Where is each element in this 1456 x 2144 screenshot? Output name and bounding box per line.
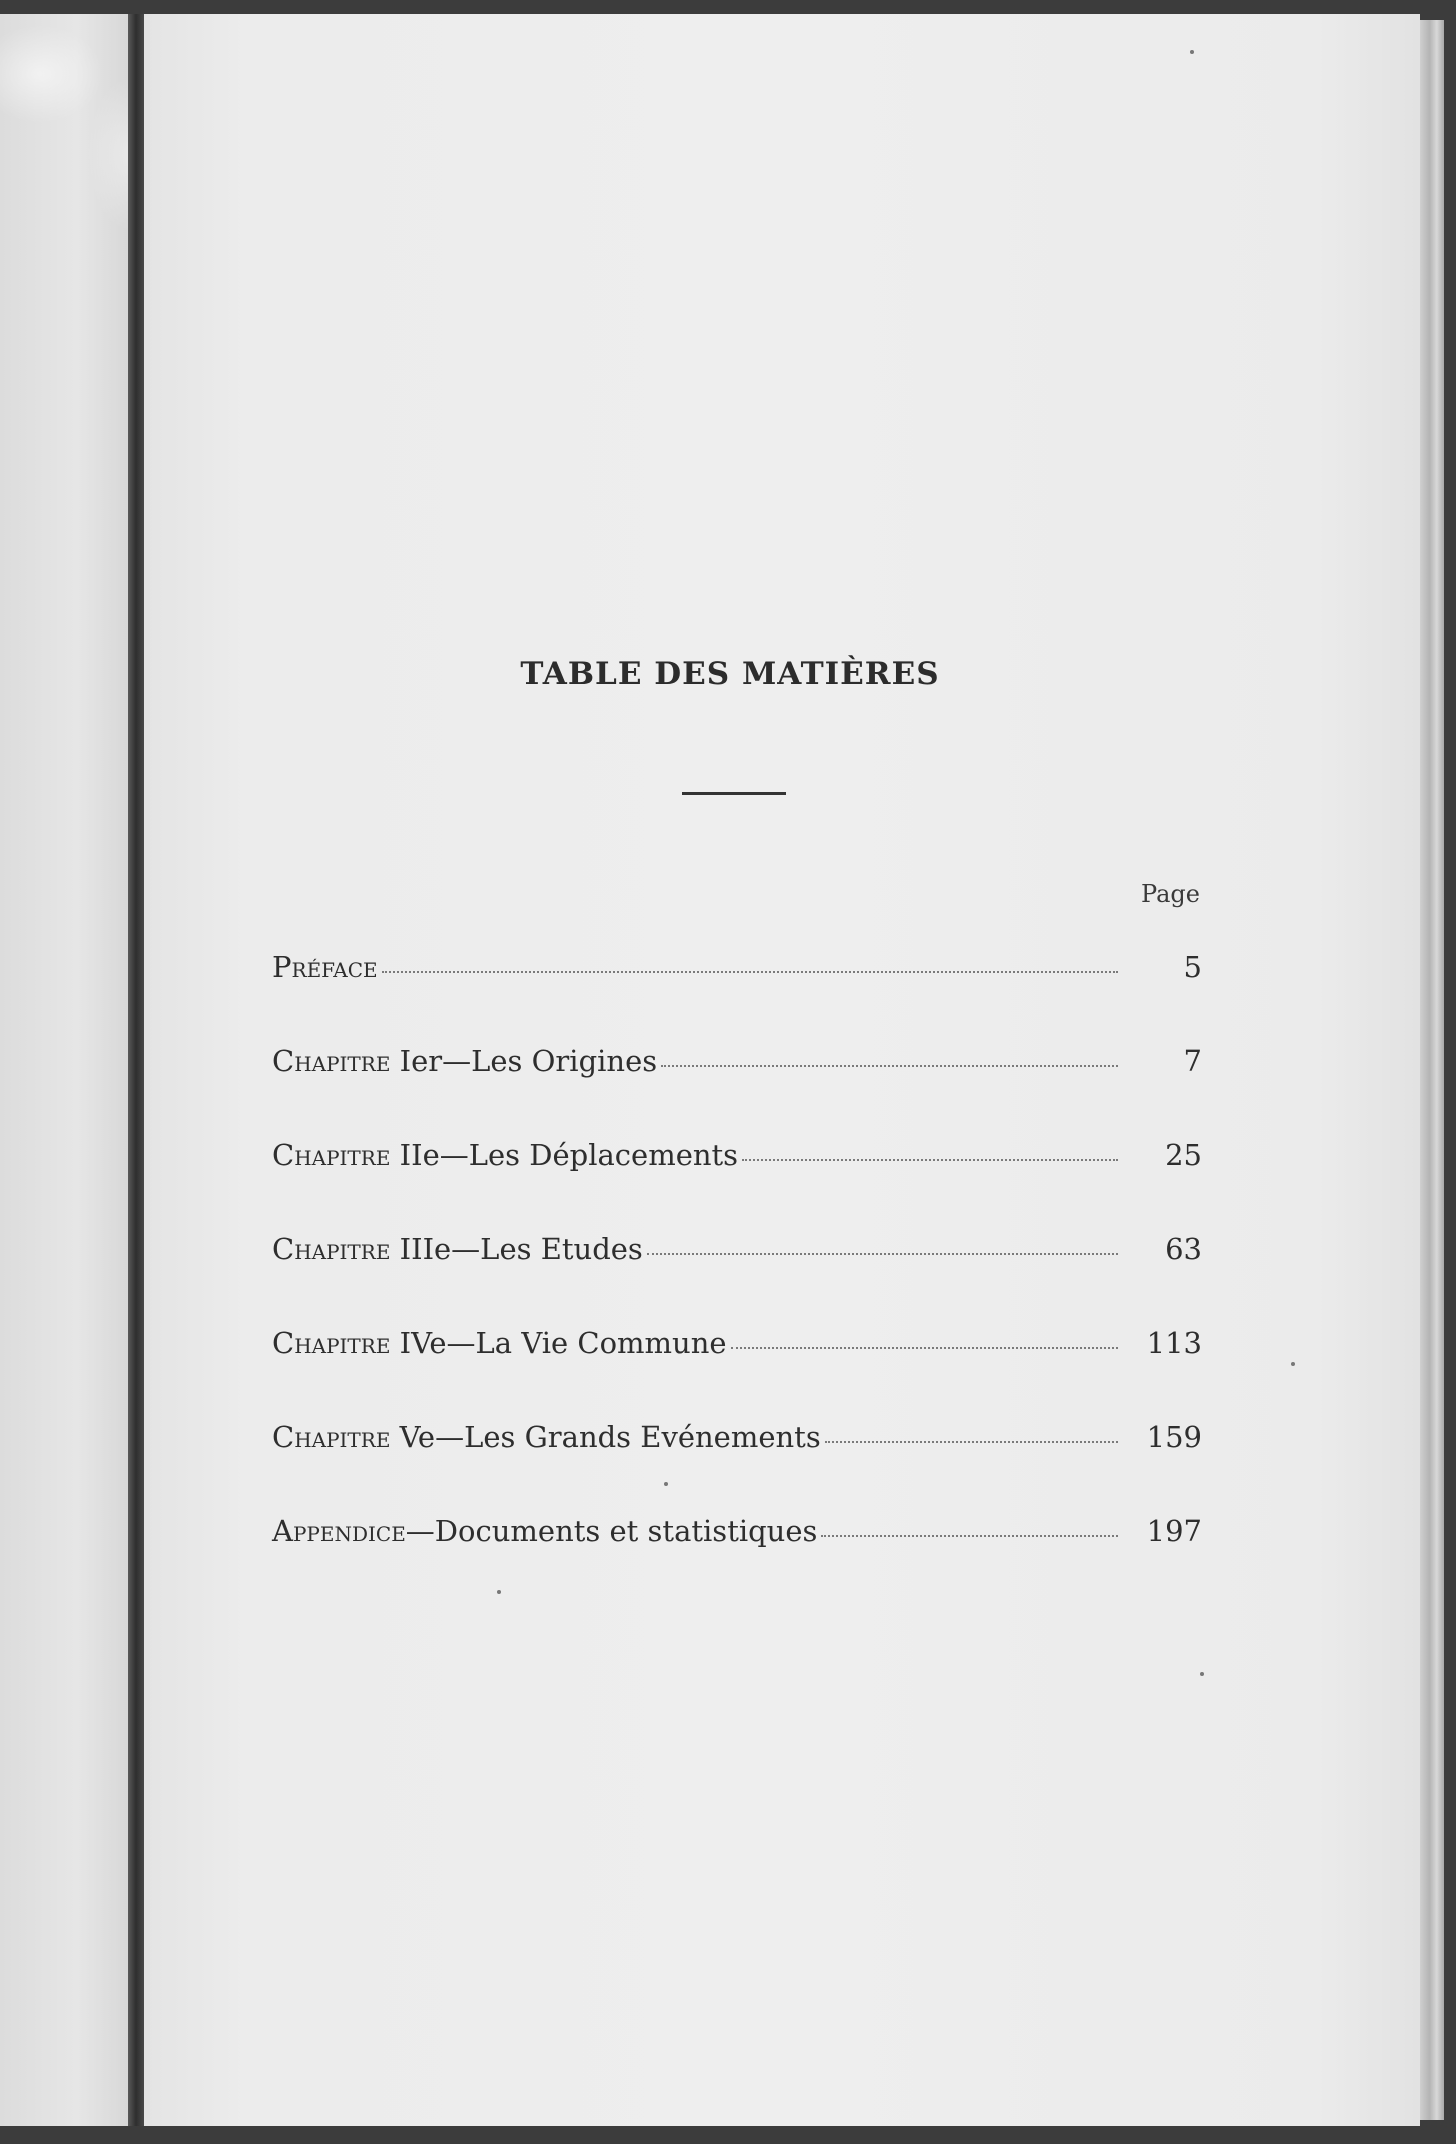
dot-leader — [742, 1159, 1118, 1161]
dot-leader — [661, 1065, 1118, 1067]
toc-entry-preface[interactable] — [272, 950, 1202, 1044]
toc-entry-lead-word: Chapitre — [272, 1044, 391, 1078]
dot-leader — [825, 1441, 1118, 1443]
book-binding — [128, 14, 144, 2126]
toc-entry-lead-word: Appendice — [272, 1514, 406, 1548]
toc-entry-page: 113 — [1146, 1326, 1202, 1360]
toc-entry-chapter-4[interactable] — [272, 1326, 1202, 1420]
toc-entry-page: 7 — [1183, 1044, 1202, 1078]
toc-entry-lead-word: Chapitre — [272, 1420, 391, 1454]
title-rule — [682, 792, 786, 795]
toc-entry-lead-word: Chapitre — [272, 1138, 391, 1172]
toc-entry-lead-word: Chapitre — [272, 1326, 391, 1360]
page-stack-edge — [1420, 20, 1444, 2120]
toc-entry-label: Chapitre Ve—Les Grands Evénements — [272, 1420, 821, 1454]
toc-entry-label: Chapitre Ier—Les Origines — [272, 1044, 658, 1078]
left-page-edge — [0, 14, 128, 2126]
toc-entry-label: Chapitre IVe—La Vie Commune — [272, 1326, 727, 1360]
paper-speck — [1190, 50, 1194, 54]
toc-entry-label: Préface — [272, 950, 378, 984]
dot-leader — [647, 1253, 1118, 1255]
paper-speck — [1291, 1362, 1295, 1366]
toc-entry-chapter-5[interactable] — [272, 1420, 1202, 1514]
dot-leader — [821, 1535, 1118, 1537]
page-title: TABLE DES MATIÈRES — [520, 656, 940, 692]
toc-entry-label: Appendice—Documents et statistiques — [272, 1514, 818, 1548]
dot-leader — [731, 1347, 1118, 1349]
toc-entry-page: 159 — [1146, 1420, 1202, 1454]
paper-speck — [664, 1482, 668, 1486]
toc-entry-page: 25 — [1165, 1138, 1202, 1172]
toc-entry-lead-word: Chapitre — [272, 1232, 391, 1266]
toc-entry-chapter-2[interactable] — [272, 1138, 1202, 1232]
toc-entry-chapter-3[interactable] — [272, 1232, 1202, 1326]
paper-speck — [1200, 1672, 1204, 1676]
toc-entry-page: 197 — [1146, 1514, 1202, 1548]
paper-speck — [497, 1590, 501, 1594]
dot-leader — [382, 971, 1118, 973]
toc-entry-page: 63 — [1165, 1232, 1202, 1266]
toc-list — [272, 950, 1202, 1608]
toc-entry-label: Chapitre IIe—Les Déplacements — [272, 1138, 739, 1172]
toc-entry-page: 5 — [1183, 950, 1202, 984]
page-column-label: Page — [1141, 880, 1200, 908]
toc-entry-appendix[interactable] — [272, 1514, 1202, 1608]
toc-entry-label: Chapitre IIIe—Les Etudes — [272, 1232, 643, 1266]
toc-entry-chapter-1[interactable] — [272, 1044, 1202, 1138]
